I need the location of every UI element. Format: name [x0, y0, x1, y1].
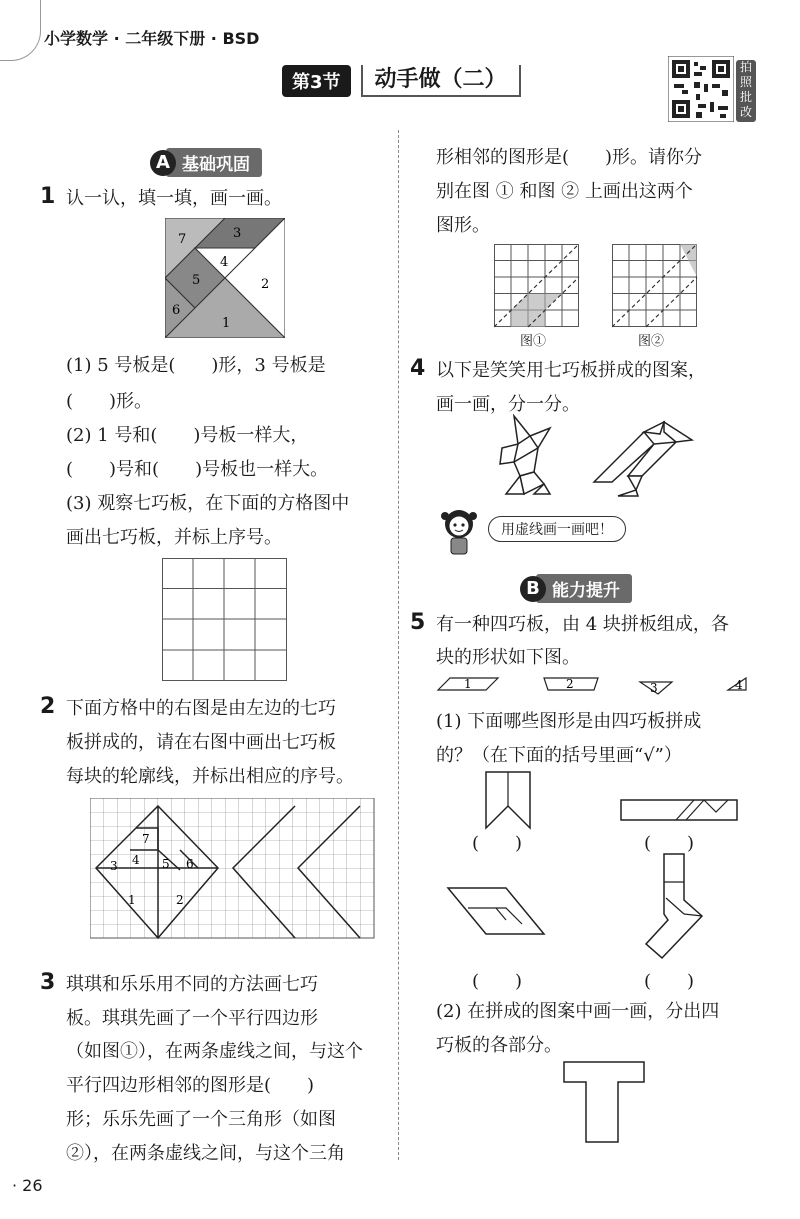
q1-line-1: (1) 5 号板是( )形，3 号板是	[66, 355, 326, 376]
q2-label-5: 5	[162, 857, 170, 871]
q3-line-3: （如图①），在两条虚线之间，与这个	[66, 1041, 363, 1062]
q3-right-line-3: 图形。	[436, 215, 490, 236]
q2-number: 2	[40, 694, 56, 719]
q3-figure-1-caption: 图①	[520, 334, 547, 349]
q3-line-6: ②），在两条虚线之间，与这个三角	[66, 1143, 345, 1164]
q4-line-1: 以下是笑笑用七巧板拼成的图案，	[436, 360, 706, 381]
hint-speech-bubble: 用虚线画一画吧！	[488, 516, 626, 542]
q2-label-6: 6	[186, 857, 194, 871]
q1-line-3: (2) 1 号和( )号板一样大，	[66, 425, 309, 446]
q3-figure-2-caption: 图②	[638, 334, 665, 349]
tangram-label-6: 6	[172, 303, 181, 318]
tangram-label-2: 2	[261, 277, 270, 292]
section-title	[282, 64, 521, 98]
cartoon-girl-icon	[436, 506, 482, 558]
q1-drawing-grid[interactable]	[162, 558, 288, 682]
q1-line-2: ( )形。	[66, 391, 153, 412]
page-number: · 26	[12, 1176, 43, 1195]
q5-piece-label-2: 2	[566, 677, 574, 691]
q3-line-4: 平行四边形相邻的图形是( )	[66, 1075, 315, 1096]
q5-answer-4[interactable]: ( )	[644, 971, 695, 992]
q2-line-1: 下面方格中的右图是由左边的七巧	[66, 698, 336, 719]
section-a-label: 基础巩固	[166, 148, 262, 177]
section-a-letter: A	[150, 150, 176, 176]
q3-right-line-2: 别在图 ① 和图 ② 上画出这两个	[436, 181, 693, 202]
q2-label-3: 3	[110, 859, 118, 873]
q5-sub1-line-2: 的？（在下面的括号里画“√”）	[436, 745, 682, 766]
page-corner-decoration	[0, 0, 41, 61]
book-header: 小学数学 · 二年级下册 · BSD	[44, 29, 260, 48]
q1-prompt: 认一认，填一填，画一画。	[66, 188, 282, 209]
q5-piece-label-1: 1	[464, 677, 472, 691]
q5-piece-label-3: 3	[650, 681, 658, 695]
q5-answer-2[interactable]: ( )	[644, 833, 695, 854]
q2-line-3: 每块的轮廓线，并标出相应的序号。	[66, 766, 354, 787]
q5-sub2-line-1: (2) 在拼成的图案中画一画，分出四	[436, 1001, 720, 1022]
q3-right-line-1: 形相邻的图形是( )形。请你分	[436, 147, 703, 168]
column-divider	[398, 130, 400, 1160]
q3-line-1: 琪琪和乐乐用不同的方法画七巧	[66, 974, 318, 995]
q2-label-7: 7	[142, 832, 150, 846]
q5-pieces-row	[436, 674, 756, 700]
q5-sub2-line-2: 巧板的各部分。	[436, 1035, 562, 1056]
q1-line-5: (3) 观察七巧板，在下面的方格图中	[66, 493, 350, 514]
q5-shape-bar[interactable]	[620, 798, 740, 824]
q5-line-2: 块的形状如下图。	[436, 647, 580, 668]
q1-tangram-figure	[165, 218, 285, 338]
q1-line-6: 画出七巧板，并标上序号。	[66, 527, 282, 548]
q2-grid-figure[interactable]	[90, 798, 380, 940]
q1-number: 1	[40, 184, 56, 209]
q5-piece-label-4: 4	[735, 678, 743, 692]
tangram-label-5: 5	[192, 273, 201, 288]
qr-code-icon[interactable]	[668, 56, 734, 122]
q3-number: 3	[40, 970, 56, 995]
q2-label-2: 2	[176, 893, 184, 907]
q1-line-4: ( )号和( )号板也一样大。	[66, 459, 329, 480]
q3-figure-2[interactable]	[612, 244, 698, 328]
q5-sub1-line-1: (1) 下面哪些图形是由四巧板拼成	[436, 711, 702, 732]
tangram-label-1: 1	[222, 316, 231, 331]
section-b-label: 能力提升	[536, 574, 632, 603]
q5-t-shape[interactable]	[562, 1060, 646, 1144]
q3-figure-1[interactable]	[494, 244, 580, 328]
q2-label-4: 4	[132, 853, 140, 867]
title-text: 动手做（二）	[361, 65, 521, 97]
q4-number: 4	[410, 356, 426, 381]
q5-shape-bent[interactable]	[640, 852, 710, 962]
section-b-badge	[520, 574, 632, 603]
section-b-letter: B	[520, 576, 546, 602]
tangram-label-4: 4	[220, 255, 229, 270]
q3-line-5: 形；乐乐先画了一个三角形（如图	[66, 1109, 336, 1130]
photo-grading-label: 拍照批改	[736, 60, 756, 122]
q5-shape-ribbon[interactable]	[484, 770, 534, 830]
q4-bird-figure[interactable]	[592, 420, 702, 500]
q4-line-2: 画一画，分一分。	[436, 394, 580, 415]
title-tag: 第3节	[282, 65, 351, 97]
q2-line-2: 板拼成的，请在右图中画出七巧板	[66, 732, 336, 753]
q4-rabbit-figure[interactable]	[494, 414, 564, 502]
q5-number: 5	[410, 610, 426, 635]
tangram-label-7: 7	[178, 232, 187, 247]
section-a-badge	[150, 148, 262, 177]
q3-line-2: 板。琪琪先画了一个平行四边形	[66, 1008, 318, 1029]
q5-shape-parallelogram[interactable]	[446, 886, 546, 938]
tangram-label-3: 3	[233, 226, 242, 241]
q2-label-1: 1	[128, 893, 136, 907]
q5-answer-3[interactable]: ( )	[472, 971, 523, 992]
q5-line-1: 有一种四巧板，由 4 块拼板组成，各	[436, 614, 729, 635]
q5-answer-1[interactable]: ( )	[472, 833, 523, 854]
page-number-value: 26	[22, 1176, 43, 1195]
